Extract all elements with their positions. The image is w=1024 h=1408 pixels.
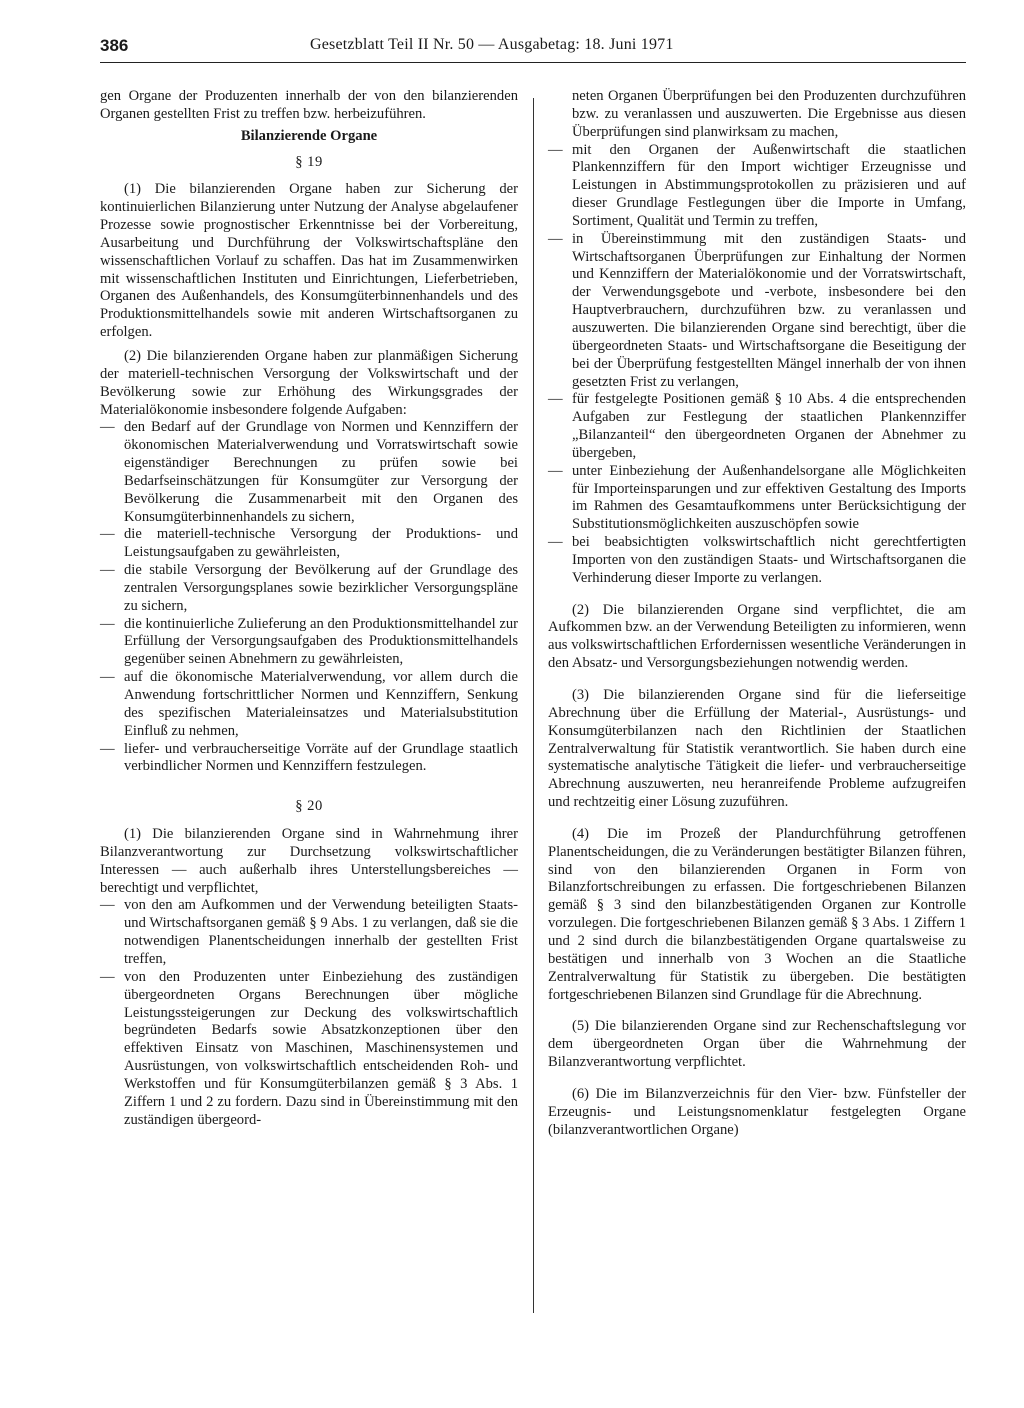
section-heading: Bilanzierende Organe — [240, 127, 378, 144]
paragraph-20-3: (3) Die bilanzierenden Organe sind für die lieferseitige Abrechnung über die Erfüllung der Material-, Ausrüstungs- und Konsumgüterbilanzen nach den Richtlinien der Staatlichen Zentralverwaltung für Statistik verantwortlich. Sie haben durch eine systematische analytische Tätigkeit die liefer- und verbraucherseitige Abrechnung auszuwerten, neu heranreifende Probleme aufzugreifen und rechtzeitig einer Lösung zuzuführen. — [548, 687, 966, 811]
paragraph-19-1: (1) Die bilanzierenden Organe haben zur Sicherung der kontinuierlichen Bilanzierung unter Nutzung der Analyse abgelaufener Prozesse sowie prognostischer Erkenntnisse bei der Vorbereitung, Ausarbeitung und Durchführung der Volkswirtschaftspläne den wissenschaftlichen Vorlauf zu schaffen. Das hat im Zusammenwirken mit wissenschaftlichen Instituten und Einrichtungen, Lieferbetrieben, Organen des Außenhandels, des Konsumgüterbinnenhandels und des Produktionsmittelhandels sowie mit anderen Wirtschaftsorganen zu erfolgen. — [100, 181, 518, 341]
list-item: — bei beabsichtigten volkswirtschaftlich nicht gerechtfertigten Importen von den zuständigen Staats- und Wirtschaftsorganen die Verhinderung dieser Importe zu verlangen. — [548, 534, 966, 586]
list-item: — liefer- und verbraucherseitige Vorräte auf der Grundlage staatlich verbindlicher Normen und Kennziffern festzulegen. — [100, 740, 518, 775]
list-item: — in Übereinstimmung mit den zuständigen Staats- und Wirtschaftsorganen Überprüfungen zur Einhaltung der Normen und Kennziffern der Materialökonomie und der Vorratswirtschaft, der Verwendungsgebote und -verbote, insbesondere bei den Hauptverbrauchern, durchzuführen bzw. zu veranlassen und auszuwerten. Die bilanzierenden Organe sind berechtigt, über die übergeordneten Staats- und Wirtschaftsorgane die Beseitigung der bei der Überprüfung festgestellten Mängel innerhalb der von ihnen gesetzten Frist zu verlangen, — [548, 230, 966, 390]
paragraph-19-2: (2) Die bilanzierenden Organe haben zur planmäßigen Sicherung der materiell-technischen Versorgung der Volkswirtschaft und der Bevölkerung sowie zur Erhöhung des Wirkungsgrades der Materialökonomie insbesondere folgende Aufgaben: — [100, 347, 518, 418]
list-item: — für festgelegte Positionen gemäß § 10 Abs. 4 die entsprechenden Aufgaben zur Festlegung der staatlichen Plankennziffer „Bilanzanteil“ den übergeordneten Organen der Abnehmer zu übergeben, — [548, 391, 966, 461]
list-item: — auf die ökonomische Materialverwendung, vor allem durch die Anwendung fortschrittlicher Normen und Kennziffern, Senkung des spezifischen Materialeinsatzes und Materialsubstitution Einfluß zu nehmen, — [100, 669, 518, 739]
list-20 — [100, 897, 518, 1129]
section-20-title: § 20 — [295, 798, 323, 815]
paragraph-20-1: (1) Die bilanzierenden Organe sind in Wahrnehmung ihrer Bilanzverantwortung zur Durchsetzung volkswirtschaftlicher Interessen — auch außerhalb ihres Unterstellungsbereiches — berechtigt und verpflichtet, — [100, 826, 518, 896]
list-item: — die materiell-technische Versorgung der Produktions- und Leistungsaufgaben zu gewährleisten, — [100, 526, 518, 561]
paragraph-20-5: (5) Die bilanzierenden Organe sind zur Rechenschaftslegung vor dem übergeordneten Organ über die Wahrnehmung der Bilanzverantwortung verpflichtet. — [548, 1018, 966, 1071]
section-19-title: § 19 — [295, 153, 323, 170]
intro-paragraph: gen Organe der Produzenten innerhalb der von den bilanzierenden Organen gestellten Frist zu treffen bzw. herbeizuführen. — [100, 88, 518, 122]
list-item: — die stabile Versorgung der Bevölkerung auf der Grundlage des zentralen Versorgungsplanes sowie bezirklicher Versorgungspläne zu sichern, — [100, 562, 518, 614]
list-item: — unter Einbeziehung der Außenhandelsorgane alle Möglichkeiten für Importeinsparungen und zur effektiven Gestaltung des Imports im Rahmen des Gesamtaufkommens unter Berücksichtigung der Substitutionsmöglichkeiten auszuschöpfen sowie — [548, 462, 966, 533]
paragraph-20-2: (2) Die bilanzierenden Organe sind verpflichtet, die am Aufkommen bzw. an der Verwendung Beteiligten zu informieren, wenn aus volkswirtschaftlichen Erfordernissen wesentliche Veränderungen in den Absatz- und Versorgungsbeziehungen notwendig werden. — [548, 601, 966, 672]
column-divider — [533, 98, 534, 1313]
running-title: Gesetzblatt Teil II Nr. 50 — Ausgabetag: 18. Juni 1971 — [310, 36, 674, 53]
list-19 — [100, 419, 518, 776]
list-item: — von den am Aufkommen und der Verwendung beteiligten Staats- und Wirtschaftsorganen gemäß § 9 Abs. 1 zu verlangen, daß sie die notwendigen Planentscheidungen innerhalb der gestellten Frist treffen, — [100, 897, 518, 967]
paragraph-20-6: (6) Die im Bilanzverzeichnis für den Vier- bzw. Fünfsteller der Erzeugnis- und Leistungsnomenklatur festgelegten Organe (bilanzverantwortlichen Organe) — [548, 1085, 966, 1138]
continued-paragraph: neten Organen Überprüfungen bei den Produzenten durchzuführen bzw. zu veranlassen und auszuwerten. Die Ergebnisse aus diesen Überprüfungen sind planwirksam zu machen, — [572, 88, 966, 140]
list-20-continued — [548, 142, 966, 588]
list-item: — mit den Organen der Außenwirtschaft die staatlichen Plankennziffern für den Import wichtiger Erzeugnisse und Leistungen in Abstimmungsprotokollen zu präzisieren und auf dieser Grundlage Festlegungen über die Importe in Umfang, Sortiment, Qualität und Termin zu treffen, — [548, 141, 966, 229]
list-item: — von den Produzenten unter Einbeziehung des zuständigen übergeordneten Organs Berechnungen über mögliche Leistungssteigerungen zur Deckung des volkswirtschaftlich begründeten Bedarfs sowie Absatzkonzeptionen über den effektiven Einsatz von Maschinen, Maschinensystemen und Ausrüstungen, von volkswirtschaftlich entscheidenden Roh- und Werkstoffen und für Konsumgüterbilanzen gemäß § 3 Abs. 1 Ziffern 1 und 2 zu fordern. Dazu sind in Übereinstimmung mit den zuständigen übergeord- — [100, 968, 518, 1128]
page-header — [100, 36, 966, 63]
page-number: 386 — [100, 36, 129, 55]
left-column — [100, 88, 518, 1129]
paragraph-20-4: (4) Die im Prozeß der Plandurchführung getroffenen Planentscheidungen, die zu Veränderungen bestätigter Bilanzen führen, sind von den bilanzierenden Organen in Form von Bilanzfortschreibungen zu erfassen. Die fortgeschriebenen Bilanzen gemäß § 3 sind den bilanzbestätigenden Organen zur Kontrolle vorzulegen. Die fortgeschriebenen Bilanzen gemäß § 3 Abs. 1 Ziffern 1 und 2 sind durch die bilanzbestätigenden Organe quartalsweise zu bestätigen und innerhalb von 3 Wochen an die Staatliche Zentralverwaltung für Statistik zu übergeben. Die bestätigten fortgeschriebenen Bilanzen sind Grundlage für die Abrechnung. — [548, 825, 966, 1003]
right-column — [548, 88, 966, 1139]
list-item: — den Bedarf auf der Grundlage von Normen und Kennziffern der ökonomischen Materialverwendung und Vorratswirtschaft sowie eigenständiger Berechnungen zu prüfen sowie bei Bedarfseinschätzungen für Konsumgüter zur Versorgung der Bevölkerung die Zusammenarbeit mit den Organen des Konsumgüterbinnenhandels zu sichern, — [100, 419, 518, 525]
list-item: — die kontinuierliche Zulieferung an den Produktionsmittelhandel zur Erfüllung der Versorgungsaufgaben des Produktionsmittelhandels gegenüber seinen Abnehmern zu gewährleisten, — [100, 615, 518, 668]
